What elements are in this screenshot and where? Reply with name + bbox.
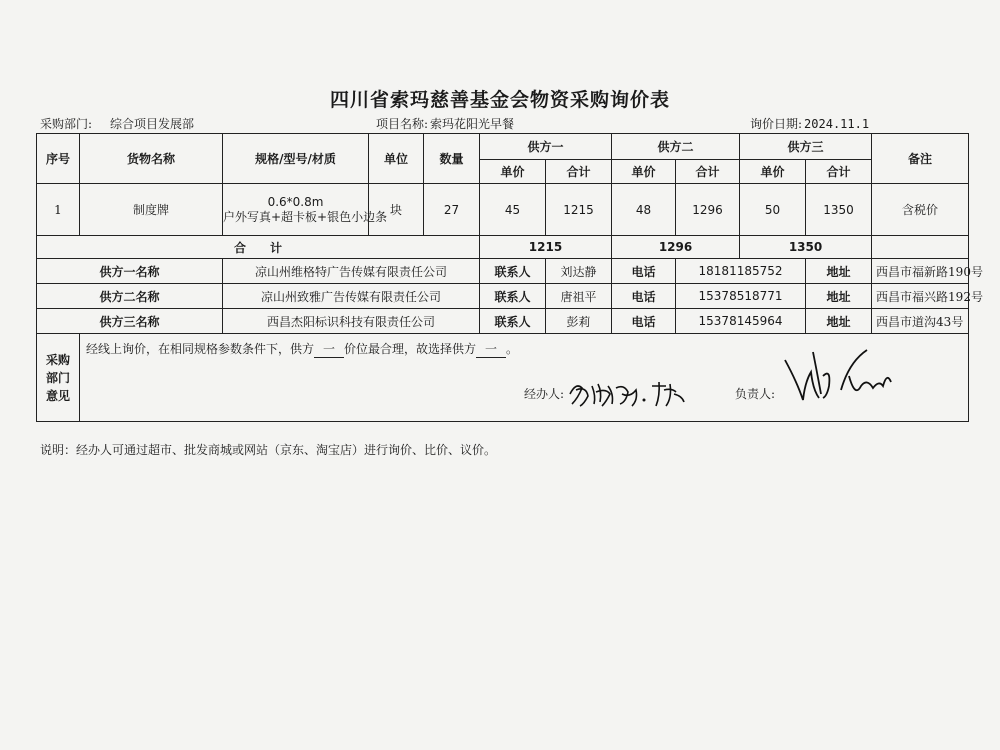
supplier-2-contact-label: 联系人	[480, 284, 546, 309]
sum-supplier-3: 1350	[740, 236, 872, 259]
project-value: 索玛花阳光早餐	[430, 117, 515, 131]
supplier-2-phone-label: 电话	[612, 284, 676, 309]
item-s3-total: 1350	[806, 184, 872, 236]
sum-label: 合 计	[37, 236, 480, 259]
inquiry-table	[36, 133, 983, 422]
table-header-row	[37, 134, 969, 160]
header-seq: 序号	[37, 134, 80, 184]
supplier-1-address-label: 地址	[806, 259, 872, 284]
supplier-1-label: 供方一名称	[37, 259, 223, 284]
supplier-2-address-label: 地址	[806, 284, 872, 309]
supplier-1-address: 西昌市福新路190号	[872, 259, 969, 284]
header-s1-total: 合计	[546, 160, 612, 184]
opinion-label: 采购部门意见	[37, 334, 80, 422]
opinion-text-a: 经线上询价，在相同规格参数条件下，供方	[86, 342, 315, 356]
header-s2-total: 合计	[676, 160, 740, 184]
supplier-3-address: 西昌市道沟43号	[872, 309, 969, 334]
opinion-choice-supplier: 一	[476, 340, 506, 358]
header-qty: 数量	[424, 134, 480, 184]
item-qty: 27	[424, 184, 480, 236]
opinion-text-c: 。	[506, 342, 519, 356]
supplier-3-contact-label: 联系人	[480, 309, 546, 334]
supplier-3-phone-label: 电话	[612, 309, 676, 334]
item-remark: 含税价	[872, 184, 969, 236]
supplier-2-address: 西昌市福兴路192号	[872, 284, 969, 309]
supplier-1-contact: 刘达静	[546, 259, 612, 284]
supplier-1-phone-label: 电话	[612, 259, 676, 284]
leader-signature	[783, 342, 903, 412]
item-unit: 块	[369, 184, 424, 236]
supplier-3-contact: 彭莉	[546, 309, 612, 334]
item-s2-total: 1296	[676, 184, 740, 236]
supplier-3-label: 供方三名称	[37, 309, 223, 334]
supplier-3-phone: 15378145964	[676, 309, 806, 334]
item-s2-price: 48	[612, 184, 676, 236]
item-s1-total: 1215	[546, 184, 612, 236]
opinion-statement	[86, 340, 518, 358]
item-s1-price: 45	[480, 184, 546, 236]
sum-remark-empty	[872, 236, 969, 259]
supplier-2-contact: 唐祖平	[546, 284, 612, 309]
dept-label: 采购部门:	[40, 117, 93, 131]
supplier-2-label: 供方二名称	[37, 284, 223, 309]
header-remark: 备注	[872, 134, 969, 184]
supplier-2-name: 凉山州致雅广告传媒有限责任公司	[223, 284, 480, 309]
item-spec	[223, 184, 388, 236]
dept-value: 综合项目发展部	[110, 117, 195, 131]
header-spec: 规格/型号/材质	[223, 134, 369, 184]
purchasing-department	[40, 115, 194, 132]
leader-label: 负责人:	[735, 387, 776, 401]
sum-row	[37, 236, 969, 259]
supplier-row	[37, 284, 969, 309]
supplier-2-phone: 15378518771	[676, 284, 806, 309]
date-value: 2024.11.1	[804, 117, 870, 131]
opinion-choice-price: 一	[314, 340, 344, 358]
header-s2-unit-price: 单价	[612, 160, 676, 184]
item-spec-size: 0.6*0.8m	[267, 194, 324, 209]
supplier-1-name: 凉山州维格特广告传媒有限责任公司	[223, 259, 480, 284]
supplier-3-name: 西昌杰阳标识科技有限责任公司	[223, 309, 480, 334]
header-s3-unit-price: 单价	[740, 160, 806, 184]
supplier-3-address-label: 地址	[806, 309, 872, 334]
date-label: 询价日期:	[750, 117, 803, 131]
header-s1-unit-price: 单价	[480, 160, 546, 184]
header-supplier-3: 供方三	[740, 134, 872, 160]
supplier-1-contact-label: 联系人	[480, 259, 546, 284]
opinion-text-b: 价位最合理，故选择供方	[344, 342, 477, 356]
opinion-row	[37, 334, 969, 422]
header-unit: 单位	[369, 134, 424, 184]
item-name: 制度牌	[80, 184, 223, 236]
document-title: 四川省索玛慈善基金会物资采购询价表	[329, 89, 670, 111]
item-spec-material: 户外写真+超卡板+银色小边条	[223, 209, 388, 224]
header-s3-total: 合计	[806, 160, 872, 184]
header-supplier-2: 供方二	[612, 134, 740, 160]
supplier-row	[37, 259, 969, 284]
item-s3-price: 50	[740, 184, 806, 236]
table-row	[37, 184, 969, 236]
sum-supplier-2: 1296	[612, 236, 740, 259]
inquiry-date	[750, 115, 869, 132]
handler-signature	[566, 374, 691, 410]
supplier-row	[37, 309, 969, 334]
header-supplier-1: 供方一	[480, 134, 612, 160]
footnote: 说明：经办人可通过超市、批发商城或网站（京东、淘宝店）进行询价、比价、议价。	[40, 443, 497, 457]
item-seq: 1	[37, 184, 80, 236]
header-goods: 货物名称	[80, 134, 223, 184]
project-label: 项目名称:	[376, 117, 429, 131]
project-name	[376, 115, 514, 132]
opinion-content	[80, 334, 969, 422]
handler-label: 经办人:	[524, 387, 565, 401]
supplier-1-phone: 18181185752	[676, 259, 806, 284]
sum-supplier-1: 1215	[480, 236, 612, 259]
